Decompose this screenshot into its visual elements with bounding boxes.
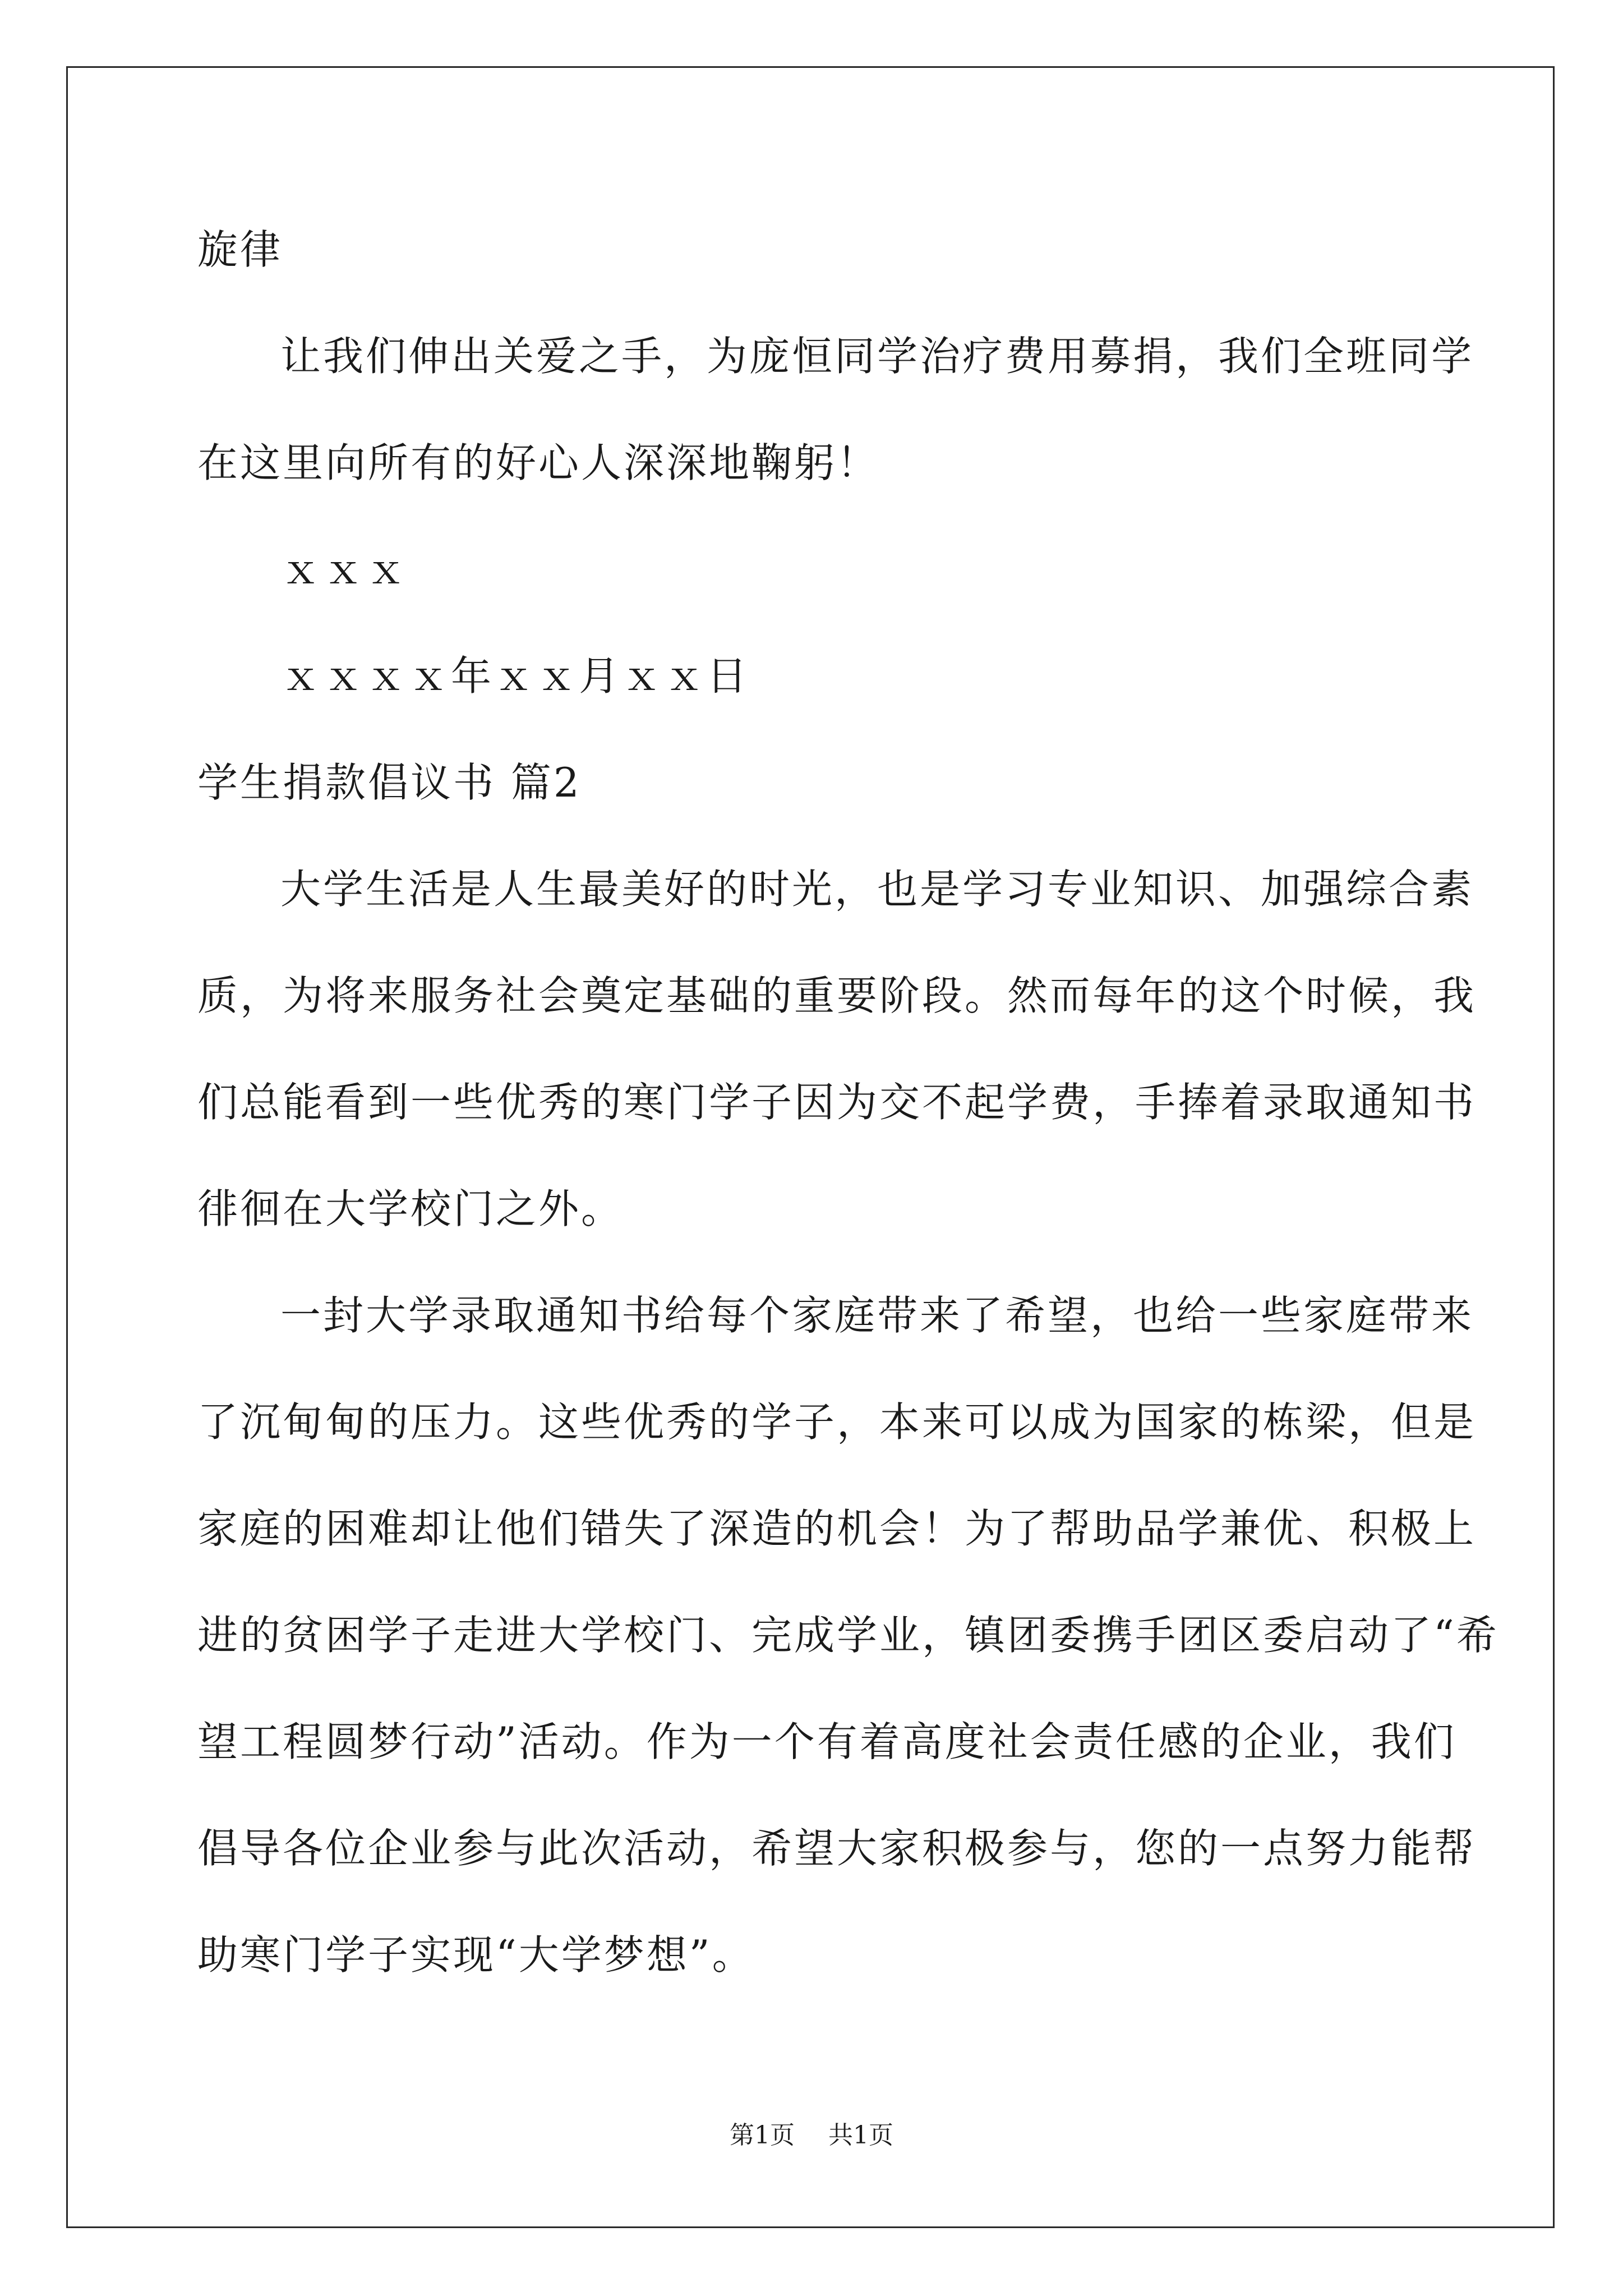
signature-date: ｘｘｘｘ年ｘｘ月ｘｘ日 (280, 652, 750, 700)
text-line: 徘徊在大学校门之外。 (197, 1185, 624, 1232)
text-line: 了沉甸甸的压力。这些优秀的学子，本来可以成为国家的栋梁，但是 (197, 1398, 1477, 1446)
text-line: 们总能看到一些优秀的寒门学子因为交不起学费，手捧着录取通知书 (197, 1079, 1477, 1126)
text-line: 让我们伸出关爱之手，为庞恒同学治疗费用募捐，我们全班同学 (280, 333, 1474, 380)
text-line: 助寒门学子实现“大学梦想”。 (197, 1931, 755, 1978)
text-line: 在这里向所有的好心人深深地鞠躬！ (197, 439, 880, 486)
page-total: 共1页 (828, 2121, 893, 2150)
signature-name: ｘｘｘ (280, 546, 409, 593)
text-line: 质，为将来服务社会奠定基础的重要阶段。然而每年的这个时候，我 (197, 972, 1477, 1019)
page-number: 第1页 (730, 2121, 795, 2150)
document-body (197, 196, 1499, 2008)
text-line: 一封大学录取通知书给每个家庭带来了希望，也给一些家庭带来 (280, 1292, 1474, 1339)
text-line: 旋律 (197, 226, 283, 273)
text-line: 进的贫困学子走进大学校门、完成学业，镇团委携手团区委启动了“希 (197, 1612, 1499, 1659)
text-line: 倡导各位企业参与此次活动，希望大家积极参与，您的一点努力能帮 (197, 1825, 1477, 1872)
text-line: 大学生活是人生最美好的时光，也是学习专业知识、加强综合素 (280, 866, 1474, 913)
section-heading: 学生捐款倡议书 篇2 (197, 759, 582, 806)
text-line: 望工程圆梦行动”活动。作为一个有着高度社会责任感的企业，我们 (197, 1718, 1456, 1765)
text-line: 家庭的困难却让他们错失了深造的机会！为了帮助品学兼优、积极上 (197, 1505, 1477, 1552)
page-footer (0, 2115, 1623, 2151)
